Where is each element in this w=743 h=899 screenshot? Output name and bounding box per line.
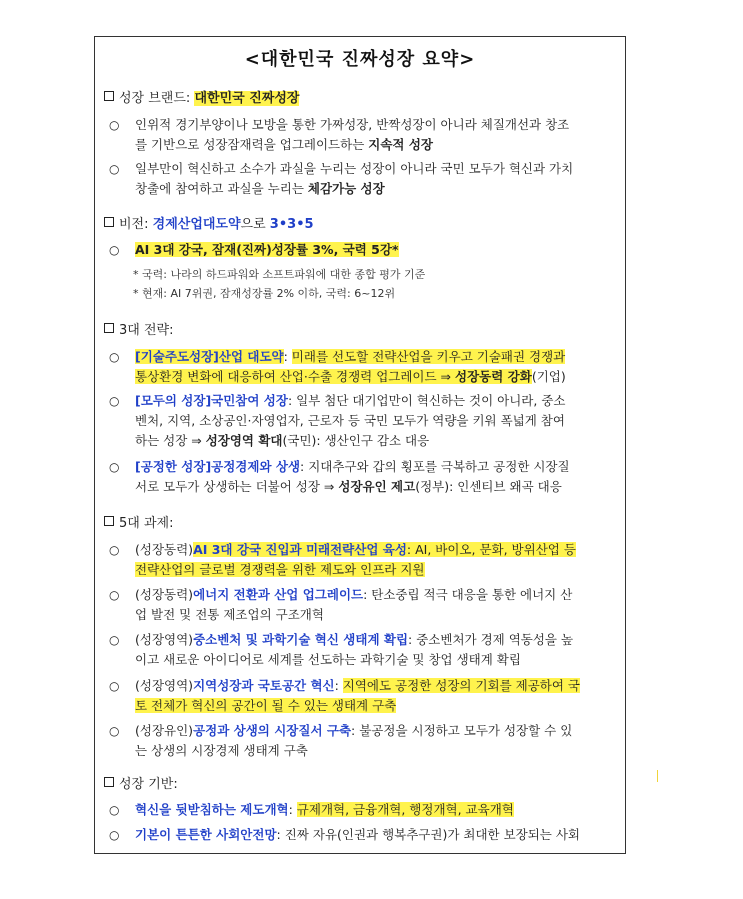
margin-mark bbox=[657, 770, 658, 782]
list-item: ○ (성장유인)공정과 상생의 시장질서 구축: 불공정을 시정하고 모두가 성장할 수 있 는 상생의 시장경제 생태계 구축 bbox=[109, 723, 573, 758]
circle-bullet-icon: ○ bbox=[109, 828, 120, 842]
checkbox-square-icon bbox=[104, 91, 114, 101]
footnote: * 현재: AI 7위권, 잠재성장률 2% 이하, 국력: 6~12위 bbox=[133, 287, 396, 300]
section-strategy: 3대 전략: bbox=[104, 321, 173, 341]
section-base: 성장 기반: bbox=[104, 775, 178, 795]
list-item: ○ 인위적 경기부양이나 모방을 통한 가짜성장, 반짝성장이 아니라 체질개선과 창조 를 기반으로 성장잠재력을 업그레이드하는 지속적 성장 bbox=[109, 117, 570, 152]
circle-bullet-icon: ○ bbox=[109, 118, 120, 132]
section-vision: 비전: 경제산업대도약으로 3•3•5 bbox=[104, 215, 314, 235]
list-item: ○ (성장영역)지역성장과 국토공간 혁신: 지역에도 공정한 성장의 기회를 제공하여 국 토 전체가 혁신의 공간이 될 수 있는 생태계 구축 bbox=[109, 678, 580, 713]
list-item: ○ (성장동력)에너지 전환과 산업 업그레이드: 탄소중립 적극 대응을 통한 에너지 산 업 발전 및 전통 제조업의 구조개혁 bbox=[109, 587, 573, 622]
checkbox-square-icon bbox=[104, 323, 114, 333]
circle-bullet-icon: ○ bbox=[109, 724, 120, 738]
circle-bullet-icon: ○ bbox=[109, 679, 120, 693]
circle-bullet-icon: ○ bbox=[109, 803, 120, 817]
list-item: ○ [기술주도성장]산업 대도약: 미래를 선도할 전략산업을 키우고 기술패권 경쟁과 통상환경 변화에 대응하여 산업·수출 경쟁력 업그레이드 ⇒ 성장동력 강화(기업) bbox=[109, 349, 566, 384]
circle-bullet-icon: ○ bbox=[109, 543, 120, 557]
circle-bullet-icon: ○ bbox=[109, 460, 120, 474]
list-item: ○ 기본이 튼튼한 사회안전망: 진짜 자유(인권과 행복추구권)가 최대한 보장되는 사회 bbox=[109, 825, 623, 845]
circle-bullet-icon: ○ bbox=[109, 350, 120, 364]
list-item: ○ (성장동력)AI 3대 강국 진입과 미래전략산업 육성: AI, 바이오, 문화, 방위산업 등 전략산업의 글로벌 경쟁력을 위한 제도와 인프라 지원 bbox=[109, 542, 576, 577]
circle-bullet-icon: ○ bbox=[109, 633, 120, 647]
page-title: <대한민국 진짜성장 요약> bbox=[244, 49, 476, 70]
footnote: * 국력: 나라의 하드파워와 소프트파워에 대한 종합 평가 기준 bbox=[133, 268, 426, 281]
vision-main: ○ AI 3대 강국, 잠재(진짜)성장률 3%, 국력 5강* bbox=[109, 240, 623, 260]
list-item: ○ (성장영역)중소벤처 및 과학기술 혁신 생태계 확립: 중소벤처가 경제 역동성을 높 이고 새로운 아이디어로 세계를 선도하는 과학기술 및 창업 생태계 확립 bbox=[109, 632, 574, 667]
checkbox-square-icon bbox=[104, 777, 114, 787]
circle-bullet-icon: ○ bbox=[109, 162, 120, 176]
checkbox-square-icon bbox=[104, 516, 114, 526]
list-item: ○ 혁신을 뒷받침하는 제도개혁: 규제개혁, 금융개혁, 행정개혁, 교육개혁 bbox=[109, 800, 623, 820]
checkbox-square-icon bbox=[104, 217, 114, 227]
list-item: ○ [공정한 성장]공정경제와 상생: 지대추구와 갑의 횡포를 극복하고 공정한 시장질 서로 모두가 상생하는 더불어 성장 ⇒ 성장유인 제고(정부): 인센티브 왜곡 대응 bbox=[109, 459, 570, 494]
list-item: ○ 일부만이 혁신하고 소수가 과실을 누리는 성장이 아니라 국민 모두가 혁신과 가치 창출에 참여하고 과실을 누리는 체감가능 성장 bbox=[109, 161, 574, 196]
list-item: ○ [모두의 성장]국민참여 성장: 일부 첨단 대기업만이 혁신하는 것이 아니라, 중소 벤처, 지역, 소상공인·자영업자, 근로자 등 국민 모두가 역량을 키워 폭넓게 참여 하는 성장 ⇒ 성장영역 확대(국민): 생산인구 감소 대응 bbox=[109, 393, 566, 448]
brand-value: 대한민국 진짜성장 bbox=[194, 91, 300, 106]
circle-bullet-icon: ○ bbox=[109, 394, 120, 408]
summary-box bbox=[94, 36, 626, 854]
section-brand: 성장 브랜드: 대한민국 진짜성장 bbox=[104, 89, 299, 109]
circle-bullet-icon: ○ bbox=[109, 243, 120, 257]
circle-bullet-icon: ○ bbox=[109, 588, 120, 602]
section-tasks: 5대 과제: bbox=[104, 514, 173, 534]
